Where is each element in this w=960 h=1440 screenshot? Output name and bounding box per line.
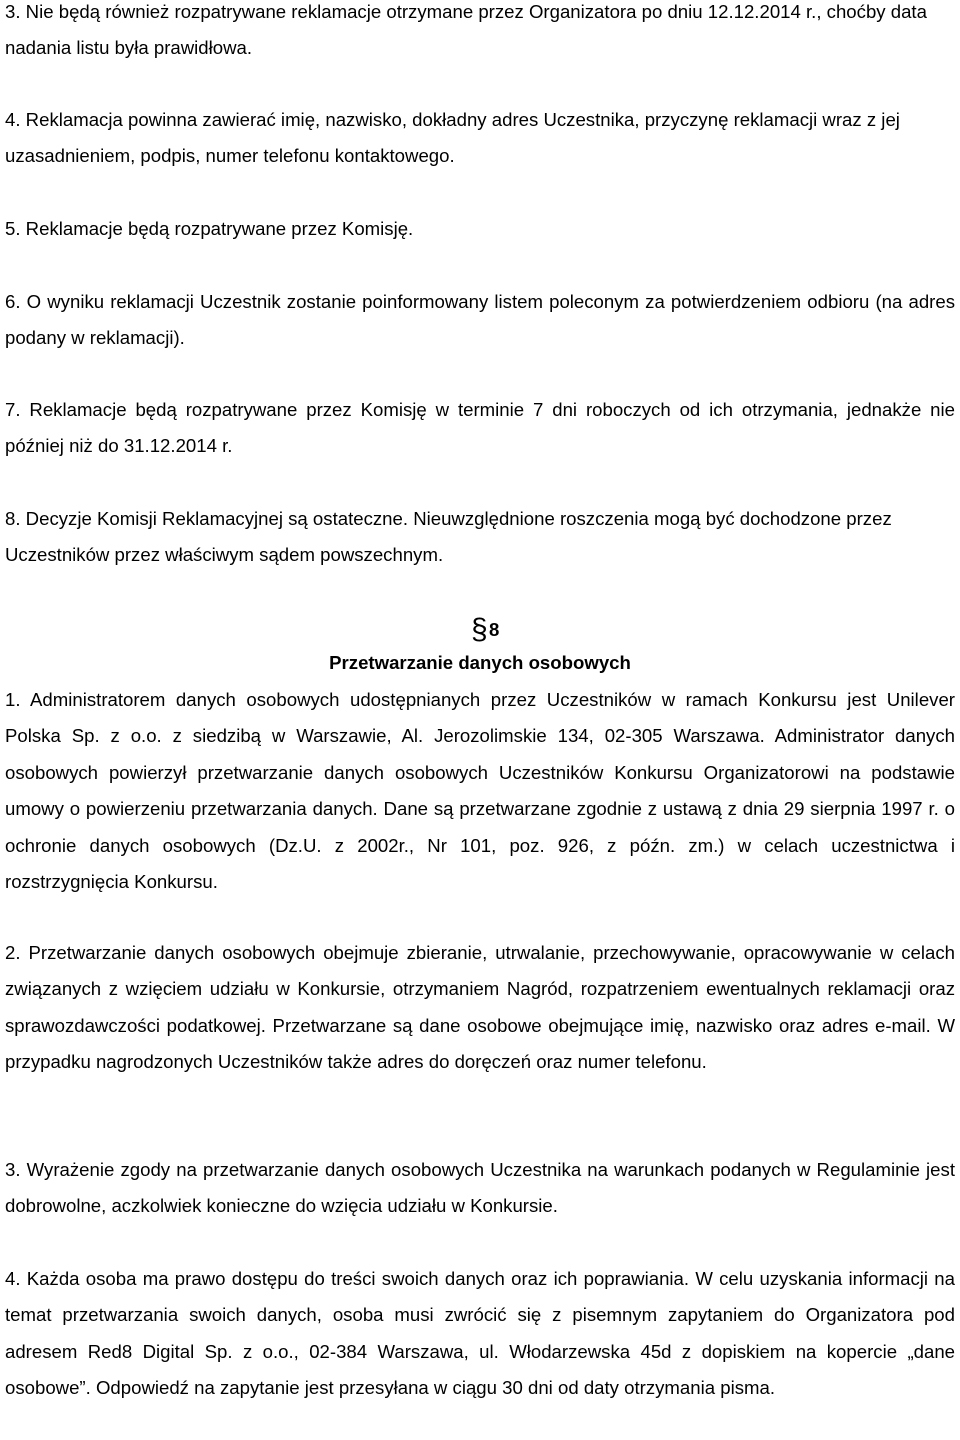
section-title: Przetwarzanie danych osobowych	[329, 652, 631, 673]
section-paragraph-2: 2. Przetwarzanie danych osobowych obejmuje zbieranie, utrwalanie, przechowywanie, opracowywanie w celach związanych z wzięciem udziału w Konkursie, otrzymaniem Nagród, rozpatrzeniem ewentualnych reklamacji oraz sprawozdawczości podatkowej. Przetwarzane są dane osobowe obejmujące imię, nazwisko oraz adres e-mail. W przypadku nagrodzonych Uczestników także adres do doręczeń oraz numer telefonu.	[5, 942, 955, 1073]
paragraph-3: 3. Nie będą również rozpatrywane reklamacje otrzymane przez Organizatora po dniu 12.12.2014 r., choćby data nadania listu była prawidłowa.	[5, 1, 927, 59]
paragraph-8: 8. Decyzje Komisji Reklamacyjnej są ostateczne. Nieuwzględnione roszczenia mogą być dochodzone przez Uczestników przez właściwym sądem powszechnym.	[5, 508, 892, 566]
paragraph-6: 6. O wyniku reklamacji Uczestnik zostanie poinformowany listem poleconym za potwierdzeniem odbioru (na adres podany w reklamacji).	[5, 291, 955, 349]
section-number: 8	[489, 619, 500, 640]
paragraph-4: 4. Reklamacja powinna zawierać imię, nazwisko, dokładny adres Uczestnika, przyczynę reklamacji wraz z jej uzasadnieniem, podpis, numer telefonu kontaktowego.	[5, 109, 900, 167]
section-paragraph-3: 3. Wyrażenie zgody na przetwarzanie danych osobowych Uczestnika na warunkach podanych w Regulaminie jest dobrowolne, aczkolwiek konieczne do wzięcia udziału w Konkursie.	[5, 1159, 955, 1217]
paragraph-5: 5. Reklamacje będą rozpatrywane przez Komisję.	[5, 218, 414, 239]
section-mark: §	[471, 613, 488, 646]
section-paragraph-4: 4. Każda osoba ma prawo dostępu do treści swoich danych oraz ich poprawiania. W celu uzyskania informacji na temat przetwarzania swoich danych, osoba musi zwrócić się z pisemnym zapytaniem do Organizatora pod adresem Red8 Digital Sp. z o.o., 02-384 Warszawa, ul. Włodarzewska 45d z dopiskiem na kopercie „dane osobowe”. Odpowiedź na zapytanie jest przesyłana w ciągu 30 dni od daty otrzymania pisma.	[5, 1268, 955, 1399]
paragraph-7: 7. Reklamacje będą rozpatrywane przez Komisję w terminie 7 dni roboczych od ich otrzymania, jednakże nie później niż do 31.12.2014 r.	[5, 399, 955, 457]
section-paragraph-1: 1. Administratorem danych osobowych udostępnianych przez Uczestników w ramach Konkursu jest Unilever Polska Sp. z o.o. z siedzibą w Warszawie, Al. Jerozolimskie 134, 02-305 Warszawa. Administrator danych osobowych powierzył przetwarzanie danych osobowych Uczestników Konkursu Organizatorowi na podstawie umowy o powierzeniu przetwarzania danych. Dane są przetwarzane zgodnie z ustawą z dnia 29 sierpnia 1997 r. o ochronie danych osobowych (Dz.U. z 2002r., Nr 101, poz. 926, z późn. zm.) w celach uczestnictwa i rozstrzygnięcia Konkursu.	[5, 689, 955, 893]
